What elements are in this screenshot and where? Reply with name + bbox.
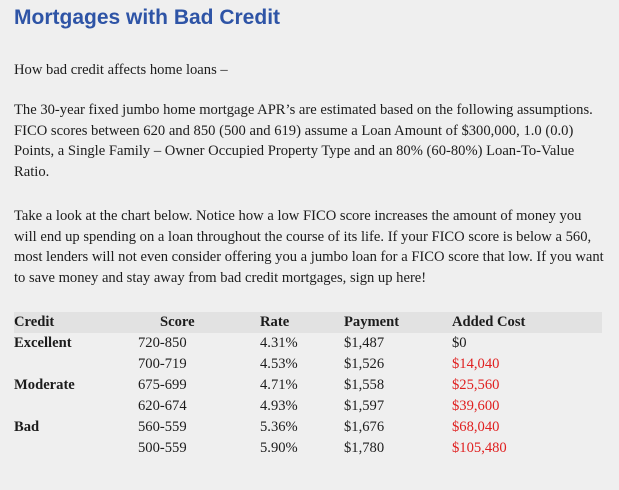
- score-cell: 620-674: [138, 398, 187, 414]
- rate-cell: 5.90%: [260, 440, 298, 456]
- payment-cell: $1,558: [344, 377, 385, 393]
- table-row: [14, 354, 602, 375]
- chart-explanation-paragraph: Take a look at the chart below. Notice how a low FICO score increases the amount of money you will end up spending on a loan throughout the course of its life. If your FICO score is below a 560, most lenders will not even consider offering you a jumbo loan for a FICO score that low. If you want to save money and stay away from bad credit mortgages, sign up here!: [14, 208, 604, 286]
- table-row: [14, 375, 602, 396]
- score-cell: 560-559: [138, 419, 187, 435]
- payment-cell: $1,780: [344, 440, 385, 456]
- table-row: [14, 333, 602, 354]
- header-score: Score: [138, 312, 260, 333]
- added-cost-cell: $39,600: [452, 398, 500, 414]
- payment-cell: $1,597: [344, 398, 385, 414]
- added-cost-cell: $105,480: [452, 440, 507, 456]
- rate-cell: 5.36%: [260, 419, 298, 435]
- intro-line: How bad credit affects home loans –: [14, 62, 228, 78]
- rate-cell: 4.93%: [260, 398, 298, 414]
- header-payment: Payment: [344, 312, 452, 333]
- score-cell: 500-559: [138, 440, 187, 456]
- score-cell: 700-719: [138, 356, 187, 372]
- table-row: [14, 417, 602, 438]
- rate-cell: 4.71%: [260, 377, 298, 393]
- header-added-cost: Added Cost: [452, 312, 602, 333]
- header-credit: Credit: [14, 312, 138, 333]
- credit-cell: [14, 438, 138, 459]
- table-row: [14, 438, 602, 459]
- score-cell: 675-699: [138, 377, 187, 393]
- added-cost-cell: $68,040: [452, 419, 500, 435]
- credit-cell: Excellent: [14, 335, 72, 351]
- credit-cell: [14, 396, 138, 417]
- payment-cell: $1,487: [344, 335, 385, 351]
- table-header-row: [14, 312, 602, 333]
- added-cost-cell: $14,040: [452, 356, 500, 372]
- credit-cell: Moderate: [14, 377, 75, 393]
- credit-cell: [14, 354, 138, 375]
- added-cost-cell: $25,560: [452, 377, 500, 393]
- payment-cell: $1,676: [344, 419, 385, 435]
- table-row: [14, 396, 602, 417]
- rate-cell: 4.31%: [260, 335, 298, 351]
- credit-rate-table: [14, 312, 602, 459]
- rate-cell: 4.53%: [260, 356, 298, 372]
- score-cell: 720-850: [138, 335, 187, 351]
- header-rate: Rate: [260, 312, 344, 333]
- assumptions-paragraph: The 30-year fixed jumbo home mortgage APR’s are estimated based on the following assumptions. FICO scores between 620 and 850 (500 and 619) assume a Loan Amount of $300,000, 1.0 (0.0) Points, a Single Family – Owner Occupied Property Type and an 80% (60-80%) Loan-To-Value Ratio.: [14, 102, 593, 180]
- payment-cell: $1,526: [344, 356, 385, 372]
- page-title: Mortgages with Bad Credit: [14, 6, 281, 29]
- added-cost-cell: $0: [452, 335, 467, 351]
- credit-cell: Bad: [14, 419, 40, 435]
